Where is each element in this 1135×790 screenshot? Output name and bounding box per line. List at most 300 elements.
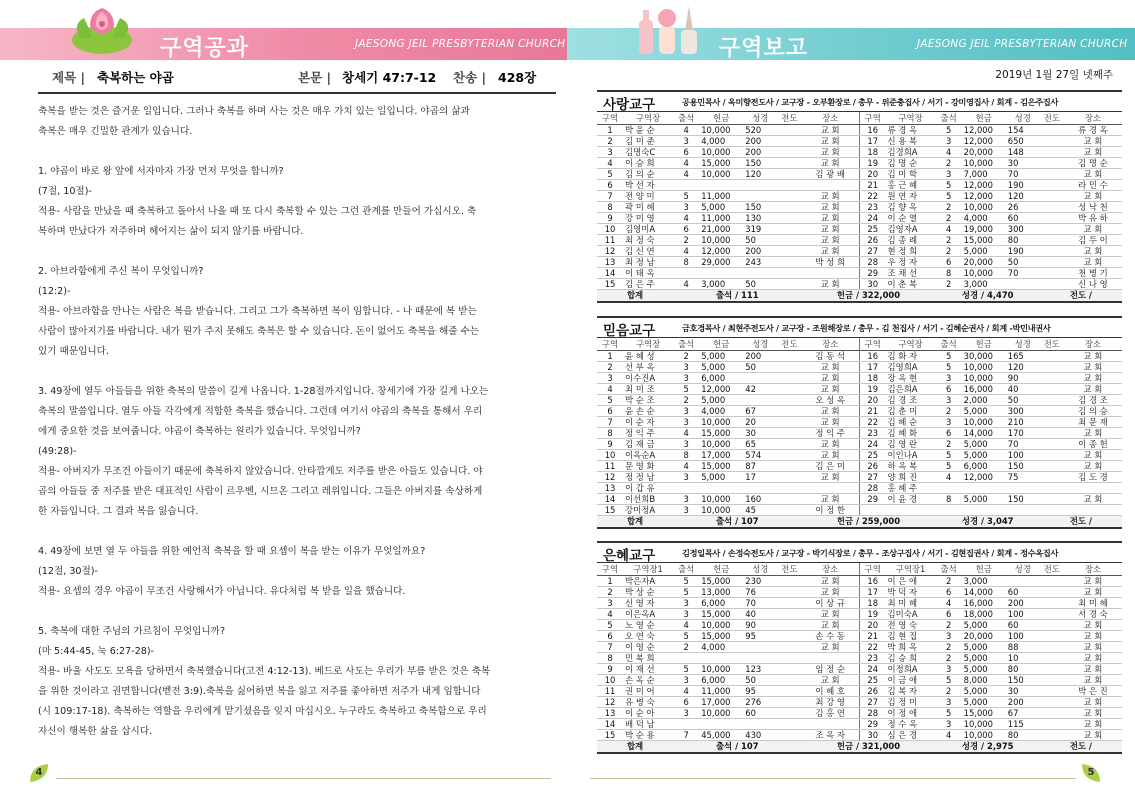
table-cell: 17 <box>859 586 885 597</box>
table-cell: 김 미 학 <box>886 168 936 179</box>
table-cell: 76 <box>743 586 777 597</box>
table-cell: 4 <box>936 729 962 740</box>
table-cell: 2 <box>936 245 962 256</box>
table-cell: 교 회 <box>801 438 859 449</box>
table-cell: 6 <box>597 405 623 416</box>
table-cell: 김 혜 화 <box>886 427 936 438</box>
table-cell: 100 <box>1006 449 1040 460</box>
table-cell: 4 <box>673 124 699 135</box>
table-row <box>597 135 1122 146</box>
report-date: 2019년 1월 27일 넷째주 <box>995 69 1113 81</box>
table-cell: 교 회 <box>1064 674 1122 685</box>
table-cell: 5,000 <box>962 493 1006 504</box>
table-cell <box>1040 482 1064 493</box>
table-cell: 교 회 <box>801 234 859 245</box>
right-page-header <box>567 0 1135 62</box>
table-cell: 3 <box>673 493 699 504</box>
table-cell: 5,000 <box>962 696 1006 707</box>
footer-rule-left <box>56 778 551 779</box>
table-cell <box>1040 223 1064 234</box>
parish-report-table <box>597 112 1122 303</box>
table-cell: 김 재 금 <box>623 438 673 449</box>
table-cell: 19,000 <box>962 223 1006 234</box>
table-cell: 30 <box>859 278 885 289</box>
table-cell: 2 <box>936 278 962 289</box>
table-cell: 20 <box>859 168 885 179</box>
parish-name: 은혜교구 <box>603 548 656 564</box>
table-cell: 10,000 <box>962 157 1006 168</box>
table-cell: 22 <box>859 641 885 652</box>
table-cell <box>1040 707 1064 718</box>
table-cell: 교 회 <box>1064 427 1122 438</box>
column-header: 구역장 <box>623 338 673 350</box>
table-cell: 3 <box>673 438 699 449</box>
table-cell: 16 <box>859 575 885 586</box>
table-cell: 17 <box>743 471 777 482</box>
table-cell <box>1040 234 1064 245</box>
table-cell <box>801 718 859 729</box>
table-cell: 19 <box>859 383 885 394</box>
table-cell: 5,000 <box>962 663 1006 674</box>
page-number-right-text: 5 <box>1087 767 1095 778</box>
table-cell <box>1040 212 1064 223</box>
table-cell <box>777 267 801 278</box>
table-cell: 50 <box>1006 256 1040 267</box>
table-cell: 김 춘 미 <box>886 405 936 416</box>
table-cell: 11,000 <box>699 190 743 201</box>
table-cell: 65 <box>743 438 777 449</box>
table-cell <box>1006 504 1040 515</box>
table-cell: 100 <box>1006 630 1040 641</box>
table-cell: 4 <box>673 245 699 256</box>
table-cell <box>1040 245 1064 256</box>
table-cell: 최 정 숙 <box>623 234 673 245</box>
table-cell: 42 <box>743 383 777 394</box>
table-cell: 13 <box>597 707 623 718</box>
total-offering-text: 헌금 / 321,000 <box>836 741 901 752</box>
table-cell: 10,000 <box>962 201 1006 212</box>
left-header-title: 구역공과 <box>160 36 250 61</box>
table-cell: 5 <box>597 168 623 179</box>
table-cell: 김 신 연 <box>623 245 673 256</box>
table-cell: 29,000 <box>699 256 743 267</box>
parish-staff: 금호경목사 / 최현주전도사 / 교구장 - 조원해장로 / 총무 - 김 천집사 / 서기 - 김혜순권사 / 회계 -박민내권사 <box>682 323 1051 333</box>
table-cell <box>777 449 801 460</box>
table-cell: 12 <box>597 245 623 256</box>
table-cell: 3 <box>936 696 962 707</box>
total-label-text: 합계 <box>626 516 644 527</box>
table-cell: 300 <box>1006 405 1040 416</box>
table-cell <box>1040 449 1064 460</box>
table-cell <box>1040 696 1064 707</box>
table-cell <box>699 718 743 729</box>
table-row <box>597 674 1122 685</box>
column-header: 구역장 <box>623 112 673 124</box>
table-cell: 80 <box>1006 234 1040 245</box>
table-cell: 4 <box>673 619 699 630</box>
lesson-line: 축복의 말씀입니다. 열두 아들 각각에게 적합한 축복을 했습니다. 그런데 여기서 야곱의 축복을 통해서 우리 <box>38 406 483 417</box>
lesson-line: 축복을 받는 것은 즐거운 일입니다. 그러나 축복을 하며 사는 것은 매우 가치 있는 일입니다. 야곱의 삶과 <box>38 106 470 117</box>
table-row <box>597 696 1122 707</box>
table-cell <box>1040 597 1064 608</box>
table-cell: 15,000 <box>699 630 743 641</box>
lesson-blank-line <box>38 602 556 622</box>
table-cell: 10,000 <box>962 718 1006 729</box>
column-header: 출석 <box>673 112 699 124</box>
lesson-line: 있기 때문입니다. <box>38 346 109 357</box>
table-cell: 박 유 하 <box>1064 212 1122 223</box>
table-cell: 5 <box>673 630 699 641</box>
table-cell: 120 <box>743 168 777 179</box>
title-divider <box>38 92 556 94</box>
table-cell: 8 <box>597 201 623 212</box>
table-cell: 교 회 <box>1064 575 1122 586</box>
table-cell: 문 영 화 <box>623 460 673 471</box>
table-cell: 25 <box>859 674 885 685</box>
table-cell <box>777 212 801 223</box>
table-cell <box>801 482 859 493</box>
table-row <box>597 146 1122 157</box>
table-cell: 574 <box>743 449 777 460</box>
table-cell: 17,000 <box>699 696 743 707</box>
table-cell: 154 <box>1006 124 1040 135</box>
lesson-line: (12:2)- <box>38 286 71 297</box>
table-cell: 300 <box>1006 223 1040 234</box>
table-cell: 21 <box>859 405 885 416</box>
table-cell: 3 <box>597 372 623 383</box>
table-cell <box>1040 256 1064 267</box>
table-cell: 교 회 <box>801 608 859 619</box>
table-cell: 최 미 조 <box>623 383 673 394</box>
table-cell: 이정희A <box>886 663 936 674</box>
table-row <box>597 438 1122 449</box>
table-cell: 8 <box>936 493 962 504</box>
total-attendance <box>673 740 801 753</box>
table-row <box>597 383 1122 394</box>
table-cell: 30 <box>1006 157 1040 168</box>
table-cell: 200 <box>743 146 777 157</box>
table-cell: 70 <box>1006 168 1040 179</box>
table-cell: 김 의 승 <box>1064 405 1122 416</box>
table-cell <box>1040 674 1064 685</box>
table-cell: 14 <box>597 267 623 278</box>
table-cell: 교 회 <box>801 223 859 234</box>
table-cell: 17 <box>859 135 885 146</box>
table-cell: 28 <box>859 707 885 718</box>
table-row <box>597 223 1122 234</box>
table-row <box>597 630 1122 641</box>
table-cell: 10,000 <box>699 124 743 135</box>
table-cell: 75 <box>1006 471 1040 482</box>
table-cell <box>777 427 801 438</box>
table-cell: 최 정 남 <box>623 256 673 267</box>
table-cell: 박 덕 자 <box>886 586 936 597</box>
table-cell: 5,000 <box>962 619 1006 630</box>
table-header-row <box>597 338 1122 350</box>
table-cell: 80 <box>1006 729 1040 740</box>
table-cell: 7 <box>597 190 623 201</box>
table-cell <box>777 718 801 729</box>
table-cell: 29 <box>859 718 885 729</box>
table-cell: 교 회 <box>801 674 859 685</box>
table-cell: 손 옥 순 <box>623 674 673 685</box>
total-bible <box>936 289 1040 302</box>
table-cell <box>1040 493 1064 504</box>
column-header: 헌금 <box>962 563 1006 575</box>
table-cell: 교 회 <box>1064 350 1122 361</box>
table-row <box>597 493 1122 504</box>
table-cell: 2 <box>936 201 962 212</box>
table-cell <box>1040 575 1064 586</box>
table-cell: 최 미 혜 <box>886 597 936 608</box>
table-row <box>597 361 1122 372</box>
table-cell: 5,000 <box>962 641 1006 652</box>
table-cell: 교 회 <box>1064 652 1122 663</box>
table-cell <box>1040 663 1064 674</box>
table-cell: 26 <box>859 234 885 245</box>
table-cell: 23 <box>859 201 885 212</box>
table-cell <box>777 471 801 482</box>
table-cell <box>801 179 859 190</box>
table-row <box>597 256 1122 267</box>
table-cell <box>1040 124 1064 135</box>
table-cell: 25 <box>859 449 885 460</box>
table-cell <box>1006 482 1040 493</box>
column-header: 구역 <box>597 112 623 124</box>
table-cell: 3 <box>936 168 962 179</box>
table-cell: 5,000 <box>962 438 1006 449</box>
table-cell: 류 경 옥 <box>1064 124 1122 135</box>
table-cell: 심 은 경 <box>886 729 936 740</box>
table-row <box>597 449 1122 460</box>
lesson-blank-line <box>38 142 556 162</box>
table-row <box>597 608 1122 619</box>
table-cell: 하 옥 복 <box>886 460 936 471</box>
table-cell: 교 회 <box>1064 718 1122 729</box>
total-attendance <box>673 515 801 528</box>
table-cell: 28 <box>859 482 885 493</box>
table-cell <box>801 267 859 278</box>
table-cell: 유 병 숙 <box>623 696 673 707</box>
table-cell: 19 <box>859 608 885 619</box>
table-cell: 4 <box>673 685 699 696</box>
table-cell <box>1040 416 1064 427</box>
lesson-line: (12절, 30절)- <box>38 566 98 577</box>
table-cell: 4 <box>597 608 623 619</box>
table-cell: 3 <box>673 504 699 515</box>
table-cell <box>777 394 801 405</box>
table-cell: 8 <box>597 652 623 663</box>
table-cell: 오 성 옥 <box>801 394 859 405</box>
table-cell: 4,000 <box>962 212 1006 223</box>
table-cell: 9 <box>597 212 623 223</box>
table-cell: 95 <box>743 685 777 696</box>
table-cell: 이 태 옥 <box>623 267 673 278</box>
table-cell: 16 <box>859 124 885 135</box>
table-cell <box>1040 168 1064 179</box>
column-header: 헌금 <box>962 112 1006 124</box>
table-cell: 23 <box>859 427 885 438</box>
table-cell <box>777 438 801 449</box>
table-cell: 5 <box>936 361 962 372</box>
table-cell: 60 <box>1006 619 1040 630</box>
table-cell: 6 <box>936 256 962 267</box>
lesson-line: 적용- 아브라함을 만나는 사람은 복을 받습니다. 그리고 그가 축복하면 복이 임합니다. - 나 때문에 복 받는 <box>38 306 477 317</box>
table-cell: 3 <box>597 146 623 157</box>
table-cell: 21 <box>859 630 885 641</box>
table-cell: 홍 근 혜 <box>886 179 936 190</box>
parish-header <box>597 541 1122 563</box>
vase-illustration <box>629 0 709 62</box>
lesson-blank-line <box>38 362 556 382</box>
table-cell: 2 <box>673 394 699 405</box>
lesson-line: 2. 아브라함에게 주신 복이 무엇입니까? <box>38 266 204 277</box>
table-header-row <box>597 112 1122 124</box>
table-cell: 24 <box>859 663 885 674</box>
total-evangelism <box>1040 740 1122 753</box>
table-cell: 장 옥 현 <box>886 372 936 383</box>
table-cell: 10,000 <box>962 267 1006 278</box>
column-header: 전도 <box>777 338 801 350</box>
table-cell: 20,000 <box>962 256 1006 267</box>
table-cell: 30 <box>743 427 777 438</box>
table-cell: 김 영 란 <box>886 438 936 449</box>
table-cell: 15,000 <box>699 608 743 619</box>
table-cell <box>777 416 801 427</box>
table-cell: 2 <box>673 234 699 245</box>
table-cell: 11 <box>597 234 623 245</box>
lesson-title: 축복하는 야곱 <box>97 70 174 85</box>
table-cell: 교 회 <box>1064 586 1122 597</box>
table-row <box>597 663 1122 674</box>
table-cell: 교 회 <box>1064 135 1122 146</box>
table-cell: 9 <box>597 663 623 674</box>
table-cell <box>777 586 801 597</box>
total-attendance-text: 출석 / 107 <box>715 741 759 752</box>
table-cell: 3 <box>673 471 699 482</box>
table-cell: 원 연 자 <box>886 190 936 201</box>
table-cell: 50 <box>1006 394 1040 405</box>
table-cell <box>777 135 801 146</box>
table-cell: 김 정 미 <box>886 696 936 707</box>
table-cell <box>743 190 777 201</box>
table-cell: 5 <box>597 394 623 405</box>
table-cell: 이 혜 호 <box>801 685 859 696</box>
table-cell: 최 문 재 <box>1064 416 1122 427</box>
table-cell: 김 은 미 <box>801 460 859 471</box>
table-cell <box>1064 482 1122 493</box>
lesson-line: (마 5:44-45, 눅 6:27-28)- <box>38 646 155 657</box>
lesson-line: (시 109:17-18). 축복하는 역할을 우리에게 맡기셨음을 잊지 마십시오. 누구라도 축복하고 축복함으로 우리 <box>38 706 487 717</box>
table-cell: 2 <box>936 212 962 223</box>
table-cell: 6 <box>673 223 699 234</box>
table-row <box>597 504 1122 515</box>
table-cell: 이 상 규 <box>801 597 859 608</box>
total-label <box>597 740 673 753</box>
table-cell: 3 <box>936 630 962 641</box>
table-cell <box>743 482 777 493</box>
table-cell <box>777 663 801 674</box>
table-cell: 교 회 <box>801 278 859 289</box>
table-cell: 15,000 <box>699 575 743 586</box>
footer-rule-right <box>590 778 1076 779</box>
parish-staff: 공용민목사 / 옥미향전도사 / 교구장 - 오부환장로 / 총무 - 위준충집사 / 서기 - 강미영집사 / 회계 - 김은주집사 <box>682 97 1059 107</box>
parish-header <box>597 90 1122 112</box>
right-header-title: 구역보고 <box>719 36 809 61</box>
table-cell: 김명숙C <box>623 146 673 157</box>
table-cell: 김 혜 순 <box>886 416 936 427</box>
lesson-line: 을 위한 것이라고 권면합니다(벧전 3:9).축복을 싫어하면 복을 잃고 저주를 좋아하면 저주가 내게 임합니다 <box>38 686 481 697</box>
table-cell: 130 <box>743 212 777 223</box>
table-cell: 김 동 석 <box>801 350 859 361</box>
table-cell <box>743 641 777 652</box>
table-cell: 양 희 진 <box>886 471 936 482</box>
table-cell: 15 <box>597 504 623 515</box>
table-cell <box>699 267 743 278</box>
table-cell: 12,000 <box>962 190 1006 201</box>
table-cell: 3 <box>936 718 962 729</box>
table-cell: 88 <box>1006 641 1040 652</box>
table-cell: 정 익 주 <box>801 427 859 438</box>
left-header-subtitle: JAESONG JEIL PRESBYTERIAN CHURCH <box>355 38 566 50</box>
table-row <box>597 685 1122 696</box>
table-cell: 67 <box>743 405 777 416</box>
table-cell: 2 <box>936 641 962 652</box>
lesson-scripture: 창세기 47:7-12 <box>342 70 437 85</box>
table-cell: 200 <box>1006 696 1040 707</box>
total-evangelism <box>1040 289 1122 302</box>
table-cell: 20 <box>859 394 885 405</box>
table-cell: 손 수 동 <box>801 630 859 641</box>
table-cell <box>777 641 801 652</box>
table-cell: 3 <box>673 361 699 372</box>
column-header: 헌금 <box>962 338 1006 350</box>
lesson-line: 에게 중요한 것을 보여줍니다. 야곱이 축복하는 원리가 있습니다. 무엇입니까? <box>38 426 361 437</box>
table-cell: 2,000 <box>962 394 1006 405</box>
parish-staff: 김정일목사 / 손정숙전도사 / 교구장 - 박기식장로 / 총무 - 조상구집사 / 서기 - 김현집권사 / 회계 - 정수옥집사 <box>682 548 1059 558</box>
table-cell: 6 <box>597 630 623 641</box>
table-cell: 2 <box>936 234 962 245</box>
table-cell: 신 영 자 <box>623 597 673 608</box>
table-cell: 교 회 <box>1064 630 1122 641</box>
table-cell: 14 <box>597 493 623 504</box>
column-header: 장소 <box>801 338 859 350</box>
table-row <box>597 427 1122 438</box>
table-cell: 210 <box>1006 416 1040 427</box>
table-row <box>597 350 1122 361</box>
table-cell: 5 <box>673 586 699 597</box>
table-cell: 교 회 <box>1064 245 1122 256</box>
table-cell: 교 회 <box>801 124 859 135</box>
table-cell: 5 <box>936 350 962 361</box>
table-cell: 27 <box>859 245 885 256</box>
table-cell: 교 회 <box>1064 383 1122 394</box>
table-cell <box>962 504 1006 515</box>
table-cell: 김 은 주 <box>623 278 673 289</box>
table-cell <box>1040 641 1064 652</box>
table-cell: 10,000 <box>699 707 743 718</box>
table-cell: 류 경 옥 <box>886 124 936 135</box>
table-cell: 김 경 조 <box>886 394 936 405</box>
table-cell: 강미정A <box>623 504 673 515</box>
column-header: 출석 <box>673 563 699 575</box>
column-header: 구역 <box>859 338 885 350</box>
table-cell: 150 <box>1006 674 1040 685</box>
column-header: 구역 <box>597 563 623 575</box>
table-cell: 18 <box>859 372 885 383</box>
table-cell: 교 회 <box>1064 663 1122 674</box>
right-header-subtitle: JAESONG JEIL PRESBYTERIAN CHURCH <box>917 38 1128 50</box>
